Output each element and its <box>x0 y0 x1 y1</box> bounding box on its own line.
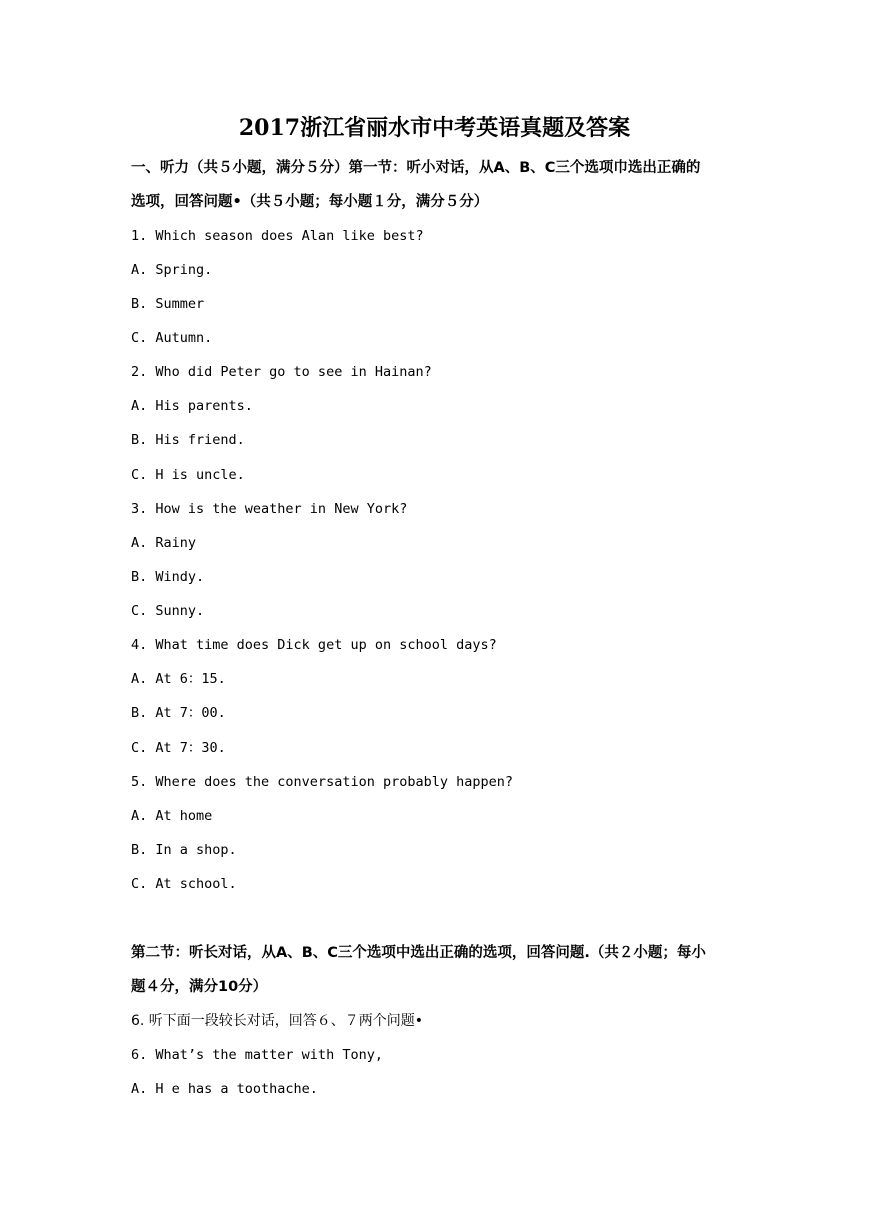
question-2-option-b: B. His friend. <box>131 432 245 448</box>
document-title: 2017浙江省丽水市中考英语真题及答案 <box>238 115 631 141</box>
question-5-option-a: A. At home <box>131 808 213 824</box>
section2-heading-line2: 题４分，满分10分） <box>131 979 268 995</box>
question-5-option-b: B. In a shop. <box>131 842 237 858</box>
question-1: 1. Which season does Alan like best? <box>131 228 424 244</box>
question-3: 3. How is the weather in New York? <box>131 501 408 517</box>
question-2: 2. Who did Peter go to see in Hainan? <box>131 364 432 380</box>
question-1-option-c: C. Autumn. <box>131 330 213 346</box>
question-3-option-b: B. Windy. <box>131 569 205 585</box>
question-6: 6. What’s the matter with Tony, <box>131 1047 383 1063</box>
question-1-option-b: B. Summer <box>131 296 205 312</box>
section2-heading-line1: 第二节：听长对话，从A、B、C三个选项中选出正确的选项，回答问题.（共２小题；每小 <box>131 945 706 961</box>
question-4-option-b: B. At 7：00. <box>131 705 226 721</box>
section1-heading-line1: 一、听力（共５小题，满分５分）第一节：听小对话，从A、B、C三个选项巾选出正确的 <box>131 160 701 176</box>
question-4: 4. What time does Dick get up on school days? <box>131 637 497 653</box>
question-5: 5. Where does the conversation probably happen? <box>131 774 514 790</box>
question-4-option-a: A. At 6：15. <box>131 671 226 687</box>
question-3-option-a: A. Rainy <box>131 535 197 551</box>
question-2-option-a: A. His parents. <box>131 398 253 414</box>
question-5-option-c: C. At school. <box>131 876 237 892</box>
question-6-option-a: A. H e has a toothache. <box>131 1081 318 1097</box>
question-4-option-c: C. At 7：30. <box>131 740 226 756</box>
question-3-option-c: C. Sunny. <box>131 603 205 619</box>
question-1-option-a: A. Spring. <box>131 262 213 278</box>
question-2-option-c: C. H is uncle. <box>131 467 245 483</box>
section2-intro: 6. 听下面一段较长对话，回答６、７两个问题• <box>131 1013 424 1029</box>
section1-heading-line2: 选项，回答问题•（共５小题；每小题１分，满分５分） <box>131 194 489 210</box>
